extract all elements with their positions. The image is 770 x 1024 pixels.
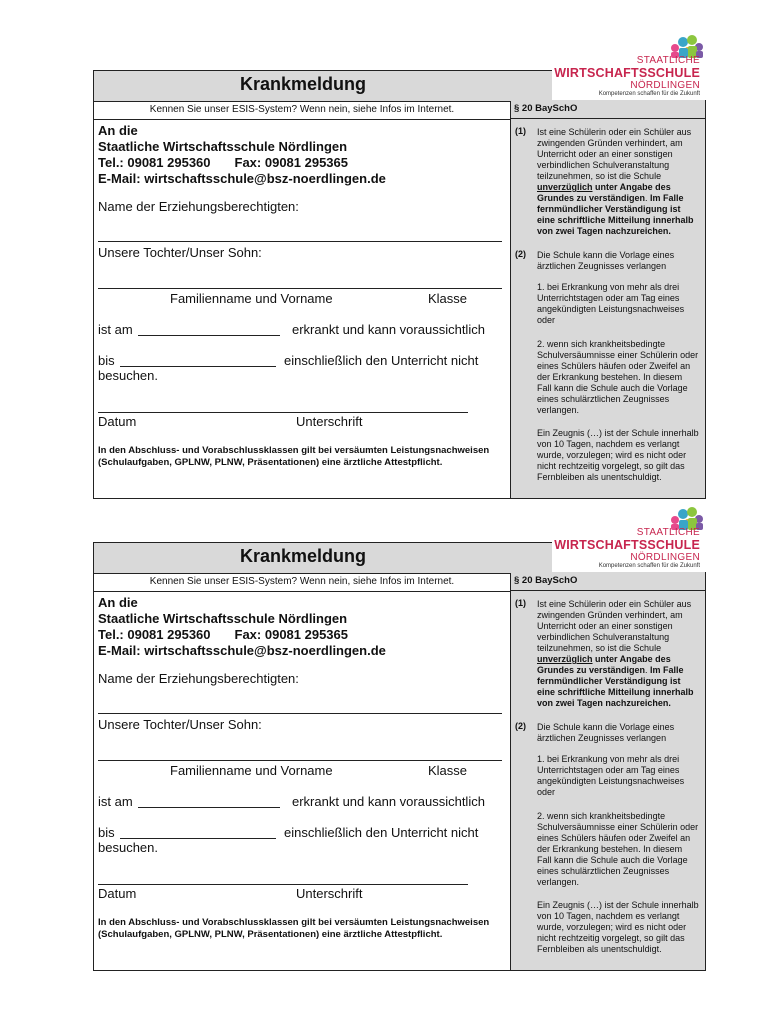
logo-line-2: WIRTSCHAFTSSCHULE bbox=[554, 66, 700, 80]
law-header: § 20 BaySchO bbox=[514, 103, 578, 114]
bis-label: bis bbox=[98, 825, 115, 840]
logo-line-3: NÖRDLINGEN bbox=[630, 552, 700, 563]
form-title: Krankmeldung bbox=[239, 74, 367, 94]
einschl-label: einschließlich den Unterricht nicht bbox=[284, 825, 479, 840]
guardian-label: Name der Erziehungsberechtigten: bbox=[98, 671, 299, 686]
name-caption: Familienname und Vorname bbox=[170, 763, 333, 778]
besuchen-label: besuchen. bbox=[98, 368, 158, 383]
divider bbox=[511, 118, 705, 119]
signature-caption: Unterschrift bbox=[296, 886, 363, 901]
para-2-item-2: 2. wenn sich krankheitsbedingte Schulversäumnisse einer Schülerin oder eines Schülers häufen oder Zweifel an der Erkrankung bestehen. In diesem Fall kann die Schule auch die Vorlage eines schulärztlichen Zeugnisses verlangen. bbox=[537, 811, 699, 887]
date-caption: Datum bbox=[98, 886, 137, 901]
phone: Tel.: 09081 295360 bbox=[98, 155, 211, 170]
address-line-1: An die bbox=[98, 595, 138, 610]
para-deadline: Ein Zeugnis (…) ist der Schule innerhalb von 10 Tagen, nachdem es verlangt wurde, vorzulegen; wird es nicht oder nicht rechtzeitig vorgelegt, so gilt das Fernbleiben als unentschuldigt. bbox=[537, 428, 699, 482]
form-box bbox=[93, 542, 706, 971]
einschl-label: einschließlich den Unterricht nicht bbox=[284, 353, 479, 368]
besuchen-label: besuchen. bbox=[98, 840, 158, 855]
logo-line-1: STAATLICHE bbox=[636, 527, 700, 538]
para-1-underline: unverzüglich bbox=[537, 182, 593, 192]
erkrankt-label: erkrankt und kann voraussichtlich bbox=[292, 322, 485, 337]
phone-fax bbox=[98, 627, 386, 643]
logo-tagline: Kompetenzen schaffen für die Zukunft bbox=[598, 91, 700, 97]
fax: Fax: 09081 295365 bbox=[234, 155, 348, 170]
sick-note-form bbox=[0, 500, 770, 960]
esis-info: Kennen Sie unser ESIS-System? Wenn nein, siehe Infos im Internet. bbox=[94, 573, 510, 592]
child-label: Unsere Tochter/Unser Sohn: bbox=[98, 717, 262, 732]
para-1-dot: . bbox=[645, 665, 651, 675]
phone-fax bbox=[98, 155, 386, 171]
para-1-dot: . bbox=[645, 193, 651, 203]
phone: Tel.: 09081 295360 bbox=[98, 627, 211, 642]
school-logo bbox=[552, 500, 706, 572]
esis-info: Kennen Sie unser ESIS-System? Wenn nein, siehe Infos im Internet. bbox=[94, 101, 510, 120]
until-date-field[interactable] bbox=[120, 366, 276, 367]
until-date-field[interactable] bbox=[120, 838, 276, 839]
guardian-label: Name der Erziehungsberechtigten: bbox=[98, 199, 299, 214]
logo-line-3: NÖRDLINGEN bbox=[630, 80, 700, 91]
para-1-number: (1) bbox=[515, 598, 526, 608]
fax: Fax: 09081 295365 bbox=[234, 627, 348, 642]
para-1-text: Ist eine Schülerin oder ein Schüler aus zwingenden Gründen verhindert, am Unterricht oder an einer sonstigen verbindlichen Schulveranstaltung teilzunehmen, so ist die Schule bbox=[537, 127, 692, 181]
para-1-bold: unter Angabe des Grundes zu verständigen bbox=[537, 182, 671, 203]
ist-am-label: ist am bbox=[98, 794, 133, 809]
para-2-number: (2) bbox=[515, 249, 526, 259]
sick-date-field[interactable] bbox=[138, 335, 280, 336]
form-box bbox=[93, 70, 706, 499]
address-line-1: An die bbox=[98, 123, 138, 138]
para-1-bold-2: Im Falle fernmündlicher Verständigung ist eine schriftliche Mitteilung innerhalb von zwei Tagen nachzureichen. bbox=[537, 665, 694, 708]
date-caption: Datum bbox=[98, 414, 137, 429]
erkrankt-label: erkrankt und kann voraussichtlich bbox=[292, 794, 485, 809]
guardian-name-field[interactable] bbox=[98, 713, 502, 714]
form-title: Krankmeldung bbox=[239, 546, 367, 566]
child-label: Unsere Tochter/Unser Sohn: bbox=[98, 245, 262, 260]
para-1-underline: unverzüglich bbox=[537, 654, 593, 664]
law-column bbox=[510, 101, 705, 498]
school-address bbox=[98, 595, 386, 659]
para-2: Die Schule kann die Vorlage eines ärztlichen Zeugnisses verlangen bbox=[537, 722, 675, 743]
email: E-Mail: wirtschaftsschule@bsz-noerdlingen.de bbox=[98, 643, 386, 658]
para-1-bold-2: Im Falle fernmündlicher Verständigung ist eine schriftliche Mitteilung innerhalb von zwei Tagen nachzureichen. bbox=[537, 193, 694, 236]
sick-date-field[interactable] bbox=[138, 807, 280, 808]
para-2-item-1: 1. bei Erkrankung von mehr als drei Unterrichtstagen oder am Tag eines angekündigten Leistungsnachweises oder bbox=[537, 282, 685, 325]
class-caption: Klasse bbox=[428, 763, 468, 778]
para-2-number: (2) bbox=[515, 721, 526, 731]
para-2: Die Schule kann die Vorlage eines ärztlichen Zeugnisses verlangen bbox=[537, 250, 675, 271]
para-1-bold: unter Angabe des Grundes zu verständigen bbox=[537, 654, 671, 675]
logo-line-1: STAATLICHE bbox=[636, 55, 700, 66]
school-address bbox=[98, 123, 386, 187]
class-caption: Klasse bbox=[428, 291, 468, 306]
date-signature-field[interactable] bbox=[98, 412, 468, 413]
divider bbox=[511, 590, 705, 591]
child-name-field[interactable] bbox=[98, 760, 502, 761]
address-line-2: Staatliche Wirtschaftsschule Nördlingen bbox=[98, 611, 348, 626]
law-header: § 20 BaySchO bbox=[514, 575, 578, 586]
date-signature-field[interactable] bbox=[98, 884, 468, 885]
law-column bbox=[510, 573, 705, 970]
attest-note: In den Abschluss- und Vorabschlussklassen gilt bei versäumten Leistungsnachweisen (Schulaufgaben, GPLNW, PLNW, Präsentationen) eine ärztliche Attestpflicht. bbox=[98, 445, 490, 468]
address-line-2: Staatliche Wirtschaftsschule Nördlingen bbox=[98, 139, 348, 154]
para-1-number: (1) bbox=[515, 126, 526, 136]
name-caption: Familienname und Vorname bbox=[170, 291, 333, 306]
ist-am-label: ist am bbox=[98, 322, 133, 337]
email: E-Mail: wirtschaftsschule@bsz-noerdlingen.de bbox=[98, 171, 386, 186]
attest-note: In den Abschluss- und Vorabschlussklassen gilt bei versäumten Leistungsnachweisen (Schulaufgaben, GPLNW, PLNW, Präsentationen) eine ärztliche Attestpflicht. bbox=[98, 917, 490, 940]
para-2-item-2: 2. wenn sich krankheitsbedingte Schulversäumnisse einer Schülerin oder eines Schülers häufen oder Zweifel an der Erkrankung bestehen. In diesem Fall kann die Schule auch die Vorlage eines schulärztlichen Zeugnisses verlangen. bbox=[537, 339, 699, 415]
guardian-name-field[interactable] bbox=[98, 241, 502, 242]
logo-tagline: Kompetenzen schaffen für die Zukunft bbox=[598, 563, 700, 569]
para-1 bbox=[537, 599, 697, 709]
signature-caption: Unterschrift bbox=[296, 414, 363, 429]
bis-label: bis bbox=[98, 353, 115, 368]
school-logo bbox=[552, 28, 706, 100]
para-1 bbox=[537, 127, 697, 237]
para-1-text: Ist eine Schülerin oder ein Schüler aus zwingenden Gründen verhindert, am Unterricht oder an einer sonstigen verbindlichen Schulveranstaltung teilzunehmen, so ist die Schule bbox=[537, 599, 692, 653]
child-name-field[interactable] bbox=[98, 288, 502, 289]
logo-line-2: WIRTSCHAFTSSCHULE bbox=[554, 538, 700, 552]
para-deadline: Ein Zeugnis (…) ist der Schule innerhalb von 10 Tagen, nachdem es verlangt wurde, vorzulegen; wird es nicht oder nicht rechtzeitig vorgelegt, so gilt das Fernbleiben als unentschuldigt. bbox=[537, 900, 699, 954]
para-2-item-1: 1. bei Erkrankung von mehr als drei Unterrichtstagen oder am Tag eines angekündigten Leistungsnachweises oder bbox=[537, 754, 685, 797]
sick-note-form bbox=[0, 28, 770, 488]
